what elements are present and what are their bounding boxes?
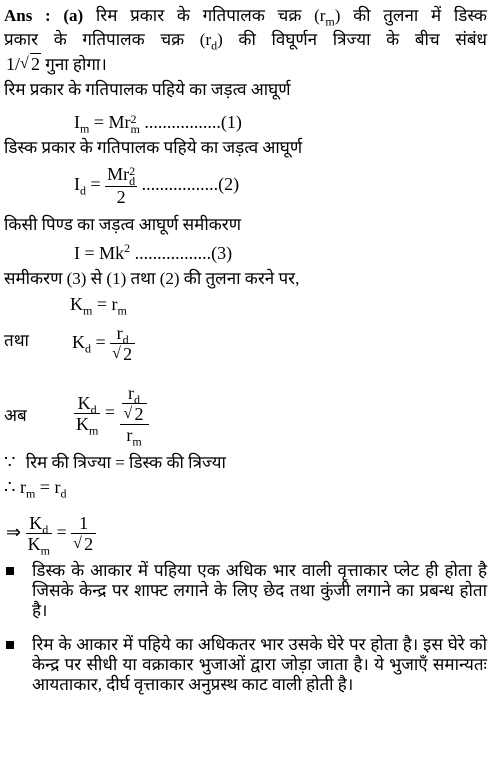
tatha-label: तथा — [4, 331, 29, 350]
kd-equation: $K_d$ = $r_d$ √ 2 — [72, 318, 135, 366]
disc-fraction: Mr 2 d 2 — [107, 164, 136, 208]
bullet-text-2: रिम के आकार में पहिये का अधिकतर भार उसके घेरे पर होता है। इस घेरे को केन्द्र पर सीधी या वक्राकार भुजाओं द्वारा जोड़ा जाता है। ये भुजाएँ समान्यतः आयताकार, दीर्घ वृत्ताकार अनुप्रस्थ काट वाली होती है। — [32, 635, 487, 694]
implies-arrow: ⇒ — [6, 522, 22, 542]
compound-fraction: $r_d$ √ 2 $r_m$ — [120, 383, 149, 445]
therefore-symbol: ∴ — [4, 477, 16, 497]
answer-label: Ans : (a) — [4, 6, 84, 25]
disc-heading: डिस्क प्रकार के गतिपालक पहिये का जड़त्व आघूर्ण — [4, 138, 303, 157]
bullet-text-1: डिस्क के आकार में पहिया एक अधिक भार वाली वृत्ताकार प्लेट ही होता है जिसके केन्द्र पर शाफ्ट लगाने के लिए छेद तथा कुंजी लगाने का प्रबन्ध होता है। — [32, 561, 487, 620]
answer-line-2: प्रकार के गतिपालक चक्र $(r_d)$ की विघूर्णन त्रिज्या के बीच संबंध — [4, 30, 488, 53]
therefore-line: ∴ $r_m = r_d$ — [4, 477, 67, 501]
result-fraction-left: $\frac{K_d}{K_m}$ — [27, 513, 50, 558]
equation-3: $I = Mk^2$ .................(3) — [74, 241, 233, 263]
compare-text: समीकरण (3) से (1) तथा (2) की तुलना करने पर, — [4, 269, 300, 288]
ratio-fraction: $\frac{K_d}{K_m}$ — [76, 393, 99, 438]
km-equation: $K_m = r_m$ — [70, 294, 127, 318]
equation-2: $I_d$ = Mr 2 d 2 .................(2) — [74, 164, 240, 208]
result-equation: ⇒ $\frac{K_d}{K_m}$ = 1 √ 2 — [6, 508, 96, 556]
ab-label: अब — [4, 406, 27, 425]
sqrt-symbol: √ 2 — [20, 54, 41, 74]
answer-line-1: Ans : (a) रिम प्रकार के गतिपालक चक्र $(r_m)$ की तुलना में डिस्क — [4, 6, 487, 29]
answer-line-3: 1/ √ 2 गुना होगा। — [6, 54, 107, 74]
general-heading: किसी पिण्ड का जड़त्व आघूर्ण समीकरण — [4, 215, 242, 234]
equation-1: $I_m = Mr$ 2 m .................(1) — [74, 111, 242, 136]
result-fraction-right: 1 √ 2 — [71, 513, 96, 554]
bullet-marker — [6, 641, 14, 649]
rim-heading: रिम प्रकार के गतिपालक पहिये का जड़त्व आघूर्ण — [4, 80, 291, 99]
bullet-marker — [6, 567, 14, 575]
because-symbol: ∵ — [4, 452, 16, 472]
kd-fraction: $r_d$ √ 2 — [110, 323, 135, 364]
ratio-equation: $\frac{K_d}{K_m}$ = $r_d$ √ 2 $r_m$ — [74, 372, 149, 452]
since-line: ∵ रिम की त्रिज्या = डिस्क की त्रिज्या — [4, 452, 226, 472]
